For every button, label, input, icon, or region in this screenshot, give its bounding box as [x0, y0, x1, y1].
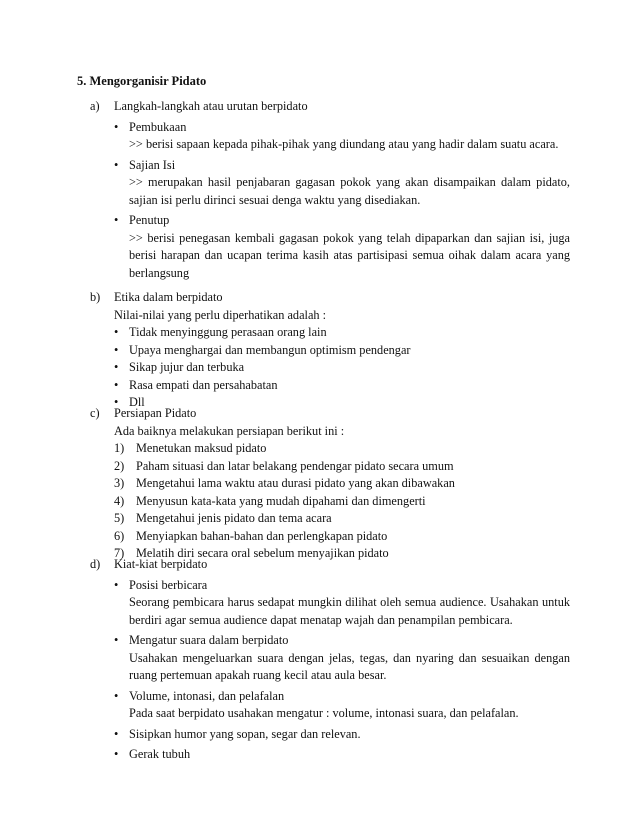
section-letter: c)	[90, 406, 100, 420]
section-title: Langkah-langkah atau urutan berpidato	[114, 99, 308, 113]
list-item	[114, 359, 570, 377]
section-a	[90, 98, 570, 282]
numbered-item	[114, 493, 570, 511]
section-letter: d)	[90, 557, 101, 571]
item-text: Mengetahui jenis pidato dan tema acara	[136, 511, 332, 525]
section-title: Etika dalam berpidato	[114, 290, 223, 304]
section-b	[90, 289, 570, 412]
list-item	[114, 746, 570, 764]
item-text: Rasa empati dan persahabatan	[129, 377, 278, 392]
bullet-icon: •	[114, 747, 119, 761]
bullet-icon: •	[114, 577, 119, 592]
numbered-item	[114, 440, 570, 458]
numbered-item	[114, 458, 570, 476]
list-item	[114, 342, 570, 360]
list-item	[114, 577, 570, 630]
list-item	[114, 119, 570, 154]
bullet-icon: •	[114, 119, 119, 134]
bullet-icon: •	[114, 157, 119, 172]
item-text: Paham situasi dan latar belakang pendengar pidato secara umum	[136, 458, 454, 473]
item-number: 5)	[114, 511, 125, 525]
bullet-icon: •	[114, 395, 119, 409]
item-text: Upaya menghargai dan membangun optimism pendengar	[129, 342, 411, 357]
section-d	[90, 556, 570, 764]
item-desc: Seorang pembicara harus sedapat mungkin dilihat oleh semua audience. Usahakan untuk berdiri agar semua audience dapat menatap wajah dan penampilan pembicara.	[129, 595, 570, 627]
item-title: Mengatur suara dalam berpidato	[129, 633, 289, 647]
item-text: Sikap jujur dan terbuka	[129, 360, 245, 374]
list-item	[114, 157, 570, 210]
section-title: Persiapan Pidato	[114, 406, 197, 420]
item-number: 1)	[114, 441, 125, 455]
item-desc: Usahakan mengeluarkan suara dengan jelas, tegas, dan nyaring dan sesuaikan dengan ruang pertemuan apakah ruang kecil atau aula besar.	[129, 650, 570, 682]
item-title: Gerak tubuh	[129, 747, 191, 761]
list-item	[114, 632, 570, 685]
item-text: Mengetahui lama waktu atau durasi pidato yang akan dibawakan	[136, 476, 455, 490]
item-number: 6)	[114, 528, 125, 543]
list-item	[114, 324, 570, 342]
item-desc: Pada saat berpidato usahakan mengatur : volume, intonasi suara, dan pelafalan.	[129, 706, 519, 720]
item-text: Melatih diri secara oral sebelum menyajikan pidato	[136, 546, 389, 560]
item-title: Pembukaan	[129, 119, 187, 134]
section-heading: 5. Mengorganisir Pidato	[77, 74, 207, 88]
item-title: Sajian Isi	[129, 157, 176, 172]
item-number: 4)	[114, 493, 125, 508]
section-intro: Ada baiknya melakukan persiapan berikut ini :	[114, 423, 345, 438]
item-desc: >> merupakan hasil penjabaran gagasan pokok yang akan disampaikan dalam pidato, sajian isi perlu dirinci sesuai denga waktu yang disediakan.	[129, 175, 570, 207]
numbered-item	[114, 475, 570, 493]
bullet-icon: •	[114, 342, 119, 357]
item-number: 7)	[114, 546, 125, 560]
section-intro: Nilai-nilai yang perlu diperhatikan adalah :	[114, 307, 327, 322]
numbered-item	[114, 528, 570, 546]
bullet-icon: •	[114, 688, 119, 703]
section-c	[90, 405, 570, 563]
bullet-icon: •	[114, 360, 119, 374]
list-item	[114, 377, 570, 395]
bullet-icon: •	[114, 377, 119, 392]
item-number: 2)	[114, 458, 125, 473]
item-text: Tidak menyinggung perasaan orang lain	[129, 325, 327, 339]
item-text: Dll	[129, 395, 145, 409]
bullet-icon: •	[114, 633, 119, 647]
list-item	[114, 212, 570, 282]
item-title: Volume, intonasi, dan pelafalan	[129, 688, 285, 703]
item-title: Sisipkan humor yang sopan, segar dan relevan.	[129, 726, 361, 741]
item-desc: >> berisi sapaan kepada pihak-pihak yang diundang atau yang hadir dalam suatu acara.	[129, 137, 559, 151]
bullet-icon: •	[114, 726, 119, 741]
item-title: Posisi berbicara	[129, 577, 208, 592]
list-item	[114, 688, 570, 723]
item-desc: >> berisi penegasan kembali gagasan pokok yang telah dipaparkan dan sajian isi, juga berisi harapan dan ucapan terima kasih atas partisipasi semua oihak dalam acara yang berlangsung	[129, 230, 570, 280]
item-text: Menyusun kata-kata yang mudah dipahami dan dimengerti	[136, 493, 426, 508]
item-title: Penutup	[129, 213, 170, 227]
section-letter: a)	[90, 99, 100, 113]
numbered-item	[114, 510, 570, 528]
list-item	[114, 726, 570, 744]
item-number: 3)	[114, 476, 125, 490]
section-title: Kiat-kiat berpidato	[114, 557, 208, 571]
item-text: Menyiapkan bahan-bahan dan perlengkapan pidato	[136, 528, 388, 543]
bullet-icon: •	[114, 213, 119, 227]
section-letter: b)	[90, 290, 101, 304]
bullet-icon: •	[114, 325, 119, 339]
item-text: Menetukan maksud pidato	[136, 441, 267, 455]
